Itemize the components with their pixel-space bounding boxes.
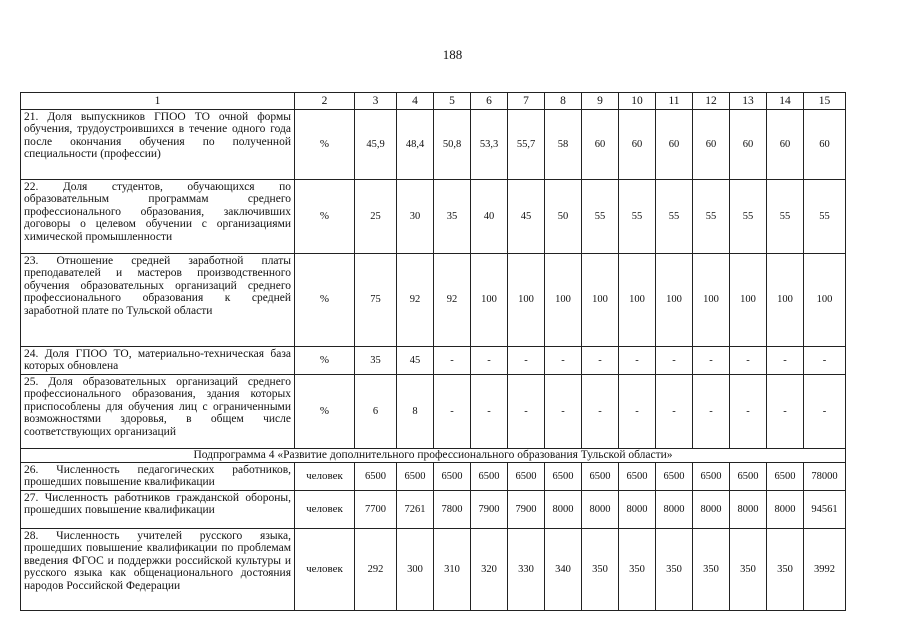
- header-row: [21, 93, 846, 110]
- value-cell: 55: [619, 180, 656, 254]
- value-cell: 100: [730, 254, 767, 347]
- table-row: [21, 254, 846, 347]
- value-cell: 7900: [508, 491, 545, 529]
- value-cell: 300: [397, 529, 434, 611]
- value-cell: 55: [693, 180, 730, 254]
- value-cell: 25: [355, 180, 397, 254]
- value-cell: 92: [434, 254, 471, 347]
- value-cell: 8000: [582, 491, 619, 529]
- value-cell: 310: [434, 529, 471, 611]
- value-cell: 7261: [397, 491, 434, 529]
- column-number: 6: [471, 93, 508, 110]
- value-cell: 60: [619, 110, 656, 180]
- value-cell: 6500: [355, 463, 397, 491]
- value-cell: -: [545, 375, 582, 449]
- value-cell: 94561: [804, 491, 846, 529]
- value-cell: 55,7: [508, 110, 545, 180]
- value-cell: 100: [508, 254, 545, 347]
- value-cell: 7700: [355, 491, 397, 529]
- value-cell: 6500: [471, 463, 508, 491]
- column-number: 1: [21, 93, 295, 110]
- value-cell: 8000: [693, 491, 730, 529]
- value-cell: 6500: [545, 463, 582, 491]
- value-cell: 55: [656, 180, 693, 254]
- value-cell: 6500: [582, 463, 619, 491]
- value-cell: 7800: [434, 491, 471, 529]
- value-cell: 100: [545, 254, 582, 347]
- value-cell: 8000: [767, 491, 804, 529]
- value-cell: -: [545, 347, 582, 375]
- value-cell: 8000: [730, 491, 767, 529]
- indicator-cell: 28. Численность учителей русского языка, прошедших повышение квалификации по проблемам введения ФГОС и поддержки российской культуры и русского языка как общенационального достояния народов Российской Федерации: [21, 529, 295, 611]
- value-cell: 45: [397, 347, 434, 375]
- subprogram-title: Подпрограмма 4 «Развитие дополнительного профессионального образования Тульской области»: [21, 449, 846, 463]
- unit-cell: человек: [295, 491, 355, 529]
- value-cell: 6500: [693, 463, 730, 491]
- indicator-cell: 24. Доля ГПОО ТО, материально-техническая база которых обновлена: [21, 347, 295, 375]
- value-cell: 6500: [508, 463, 545, 491]
- value-cell: 92: [397, 254, 434, 347]
- value-cell: 35: [434, 180, 471, 254]
- value-cell: 350: [582, 529, 619, 611]
- value-cell: 340: [545, 529, 582, 611]
- value-cell: 55: [804, 180, 846, 254]
- indicator-cell: 23. Отношение средней заработной платы преподавателей и мастеров производственного обучения образовательных организаций среднего профессионального образования к средней заработной плате по Тульской области: [21, 254, 295, 347]
- indicator-cell: 21. Доля выпускников ГПОО ТО очной формы обучения, трудоустроившихся в течение одного года после окончания обучения по полученной специальности (профессии): [21, 110, 295, 180]
- value-cell: -: [508, 347, 545, 375]
- value-cell: -: [471, 375, 508, 449]
- table-row: [21, 110, 846, 180]
- value-cell: 50,8: [434, 110, 471, 180]
- value-cell: 8000: [619, 491, 656, 529]
- unit-cell: %: [295, 180, 355, 254]
- value-cell: 350: [767, 529, 804, 611]
- value-cell: -: [619, 347, 656, 375]
- value-cell: 6500: [767, 463, 804, 491]
- value-cell: 8000: [545, 491, 582, 529]
- indicator-cell: 25. Доля образовательных организаций среднего профессионального образования, здания которых приспособлены для обучения лиц с ограниченными возможностями здоровья, в общем числе соответствующих организаций: [21, 375, 295, 449]
- column-number: 2: [295, 93, 355, 110]
- unit-cell: %: [295, 110, 355, 180]
- value-cell: 100: [767, 254, 804, 347]
- table-row: [21, 375, 846, 449]
- value-cell: 35: [355, 347, 397, 375]
- value-cell: 320: [471, 529, 508, 611]
- value-cell: 55: [582, 180, 619, 254]
- value-cell: 3992: [804, 529, 846, 611]
- value-cell: 6500: [434, 463, 471, 491]
- value-cell: 350: [619, 529, 656, 611]
- value-cell: 75: [355, 254, 397, 347]
- value-cell: 78000: [804, 463, 846, 491]
- value-cell: 6500: [656, 463, 693, 491]
- value-cell: -: [804, 375, 846, 449]
- value-cell: 53,3: [471, 110, 508, 180]
- value-cell: 350: [730, 529, 767, 611]
- value-cell: 6500: [619, 463, 656, 491]
- value-cell: -: [767, 375, 804, 449]
- value-cell: -: [730, 347, 767, 375]
- value-cell: -: [656, 375, 693, 449]
- value-cell: 58: [545, 110, 582, 180]
- value-cell: 330: [508, 529, 545, 611]
- table-row: [21, 180, 846, 254]
- value-cell: -: [693, 375, 730, 449]
- value-cell: 60: [582, 110, 619, 180]
- value-cell: 100: [693, 254, 730, 347]
- value-cell: -: [619, 375, 656, 449]
- column-number: 7: [508, 93, 545, 110]
- value-cell: 8000: [656, 491, 693, 529]
- value-cell: 350: [693, 529, 730, 611]
- unit-cell: человек: [295, 463, 355, 491]
- value-cell: 45: [508, 180, 545, 254]
- column-number: 15: [804, 93, 846, 110]
- column-number: 4: [397, 93, 434, 110]
- value-cell: -: [804, 347, 846, 375]
- value-cell: 8: [397, 375, 434, 449]
- column-number: 13: [730, 93, 767, 110]
- value-cell: 30: [397, 180, 434, 254]
- column-number: 14: [767, 93, 804, 110]
- value-cell: 60: [804, 110, 846, 180]
- unit-cell: %: [295, 375, 355, 449]
- value-cell: 60: [656, 110, 693, 180]
- column-number: 5: [434, 93, 471, 110]
- value-cell: 60: [730, 110, 767, 180]
- subprogram-row: [21, 449, 846, 463]
- indicator-cell: 22. Доля студентов, обучающихся по образовательным программам среднего профессионального образования, заключивших договоры о целевом обучении с организациями химической промышленности: [21, 180, 295, 254]
- value-cell: -: [582, 375, 619, 449]
- value-cell: -: [656, 347, 693, 375]
- indicator-cell: 27. Численность работников гражданской обороны, прошедших повышение квалификации: [21, 491, 295, 529]
- unit-cell: %: [295, 254, 355, 347]
- column-number: 11: [656, 93, 693, 110]
- value-cell: 100: [656, 254, 693, 347]
- value-cell: 40: [471, 180, 508, 254]
- value-cell: 6: [355, 375, 397, 449]
- value-cell: 60: [767, 110, 804, 180]
- table-row: [21, 463, 846, 491]
- value-cell: -: [693, 347, 730, 375]
- column-number: 8: [545, 93, 582, 110]
- value-cell: 100: [619, 254, 656, 347]
- unit-cell: %: [295, 347, 355, 375]
- value-cell: 55: [730, 180, 767, 254]
- indicator-cell: 26. Численность педагогических работников, прошедших повышение квалификации: [21, 463, 295, 491]
- value-cell: 48,4: [397, 110, 434, 180]
- value-cell: 350: [656, 529, 693, 611]
- column-number: 10: [619, 93, 656, 110]
- value-cell: 6500: [397, 463, 434, 491]
- value-cell: 292: [355, 529, 397, 611]
- value-cell: -: [471, 347, 508, 375]
- column-number: 9: [582, 93, 619, 110]
- table-body: [21, 93, 846, 611]
- table-row: [21, 491, 846, 529]
- value-cell: 45,9: [355, 110, 397, 180]
- value-cell: 60: [693, 110, 730, 180]
- value-cell: 100: [471, 254, 508, 347]
- table-row: [21, 347, 846, 375]
- value-cell: -: [434, 375, 471, 449]
- value-cell: -: [582, 347, 619, 375]
- page-number: 188: [442, 47, 463, 62]
- value-cell: 7900: [471, 491, 508, 529]
- value-cell: 100: [582, 254, 619, 347]
- value-cell: -: [767, 347, 804, 375]
- value-cell: 55: [767, 180, 804, 254]
- value-cell: 100: [804, 254, 846, 347]
- unit-cell: человек: [295, 529, 355, 611]
- table-row: [21, 529, 846, 611]
- indicators-table: [20, 92, 846, 611]
- column-number: 3: [355, 93, 397, 110]
- value-cell: -: [508, 375, 545, 449]
- value-cell: 50: [545, 180, 582, 254]
- value-cell: 6500: [730, 463, 767, 491]
- value-cell: -: [434, 347, 471, 375]
- value-cell: -: [730, 375, 767, 449]
- column-number: 12: [693, 93, 730, 110]
